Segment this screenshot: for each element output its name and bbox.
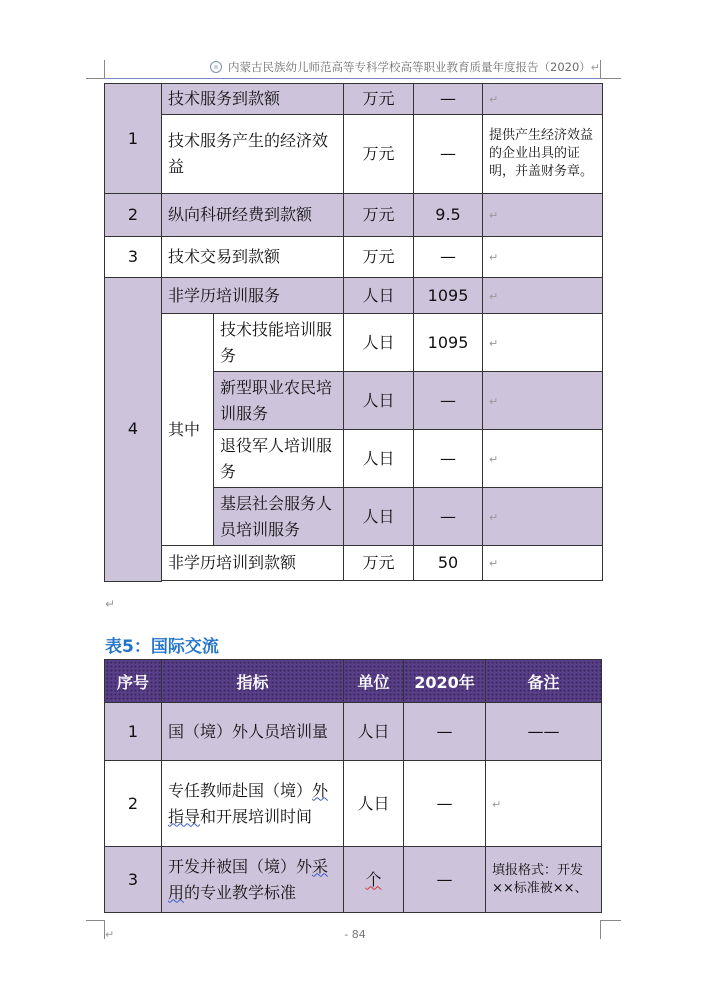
row-no: 2	[105, 761, 162, 847]
header-text: 内蒙古民族幼儿师范高等专科学校高等职业教育质量年度报告（2020）	[228, 60, 591, 74]
unit-cell: 万元	[344, 194, 414, 237]
unit-cell: 万元	[344, 237, 414, 278]
value-cell: —	[414, 430, 483, 488]
unit-cell: 人日	[344, 703, 404, 761]
unit-cell: 人日	[344, 430, 414, 488]
value-cell: —	[414, 115, 483, 194]
unit-cell: 个	[344, 847, 404, 913]
unit-cell: 万元	[344, 546, 414, 581]
header-unit: 单位	[344, 660, 404, 703]
value-cell: —	[404, 847, 486, 913]
unit-cell: 人日	[344, 372, 414, 430]
note-cell: ↵	[483, 278, 603, 314]
header-indicator: 指标	[162, 660, 344, 703]
indicator-cell: 技术服务到款额	[162, 84, 344, 115]
value-cell: 1095	[414, 314, 483, 372]
note-cell: ↵	[483, 430, 603, 488]
row-no: 2	[105, 194, 162, 237]
note-cell: ↵	[483, 488, 603, 546]
indicator-cell: 技术服务产生的经济效益	[162, 115, 344, 194]
crop-mark-top-right	[600, 60, 621, 79]
note-cell: ↵	[486, 761, 602, 847]
sub-indicator-cell: 退役军人培训服务	[214, 430, 344, 488]
note-cell: ↵	[483, 314, 603, 372]
value-cell: —	[414, 84, 483, 115]
note-cell: ↵	[483, 237, 603, 278]
note-cell: ——	[486, 703, 602, 761]
indicator-cell: 非学历培训到款额	[162, 546, 344, 581]
header-rule	[104, 78, 600, 79]
row-no: 1	[105, 84, 162, 194]
indicator-cell: 开发并被国（境）外采用的专业教学标准	[162, 847, 344, 913]
value-cell: —	[404, 703, 486, 761]
note-cell: 提供产生经济效益的企业出具的证明，并盖财务章。	[483, 115, 603, 194]
note-cell: ↵	[483, 194, 603, 237]
row-no: 3	[105, 237, 162, 278]
unit-cell: 人日	[344, 278, 414, 314]
group-label: 其中	[162, 314, 214, 546]
row-no: 3	[105, 847, 162, 913]
crop-mark-top-left	[86, 60, 105, 79]
note-cell: ↵	[483, 546, 603, 581]
sub-indicator-cell: 新型职业农民培训服务	[214, 372, 344, 430]
indicator-cell: 技术交易到款额	[162, 237, 344, 278]
indicator-cell: 纵向科研经费到款额	[162, 194, 344, 237]
header-note: 备注	[486, 660, 602, 703]
value-cell: —	[414, 372, 483, 430]
indicator-cell: 专任教师赴国（境）外指导和开展培训时间	[162, 761, 344, 847]
header-year: 2020年	[404, 660, 486, 703]
paragraph-mark-icon: ↵	[105, 597, 116, 611]
table-5-international-exchange	[104, 659, 602, 913]
unit-cell: 人日	[344, 488, 414, 546]
value-cell: —	[414, 237, 483, 278]
value-cell: 1095	[414, 278, 483, 314]
sub-indicator-cell: 技术技能培训服务	[214, 314, 344, 372]
row-no: 1	[105, 703, 162, 761]
indicator-cell: 国（境）外人员培训量	[162, 703, 344, 761]
unit-cell: 人日	[344, 761, 404, 847]
footer-mark-icon: ↵	[105, 928, 115, 941]
running-header	[104, 56, 600, 78]
unit-cell: 万元	[344, 115, 414, 194]
note-cell: 填报格式：开发××标准被××、	[486, 847, 602, 913]
unit-cell: 万元	[344, 84, 414, 115]
unit-cell: 人日	[344, 314, 414, 372]
header-no: 序号	[105, 660, 162, 703]
note-cell: ↵	[483, 372, 603, 430]
value-cell: —	[404, 761, 486, 847]
value-cell: —	[414, 488, 483, 546]
table-4-continued	[104, 83, 603, 582]
value-cell: 9.5	[414, 194, 483, 237]
row-no: 4	[105, 278, 162, 582]
school-logo-icon	[210, 61, 222, 73]
sub-indicator-cell: 基层社会服务人员培训服务	[214, 488, 344, 546]
value-cell: 50	[414, 546, 483, 581]
paragraph-mark-icon: ↵	[590, 60, 600, 74]
page-number: - 84	[344, 928, 366, 941]
note-cell: ↵	[483, 84, 603, 115]
table-5-title: 表5：国际交流	[105, 637, 219, 657]
indicator-cell: 非学历培训服务	[162, 278, 344, 314]
